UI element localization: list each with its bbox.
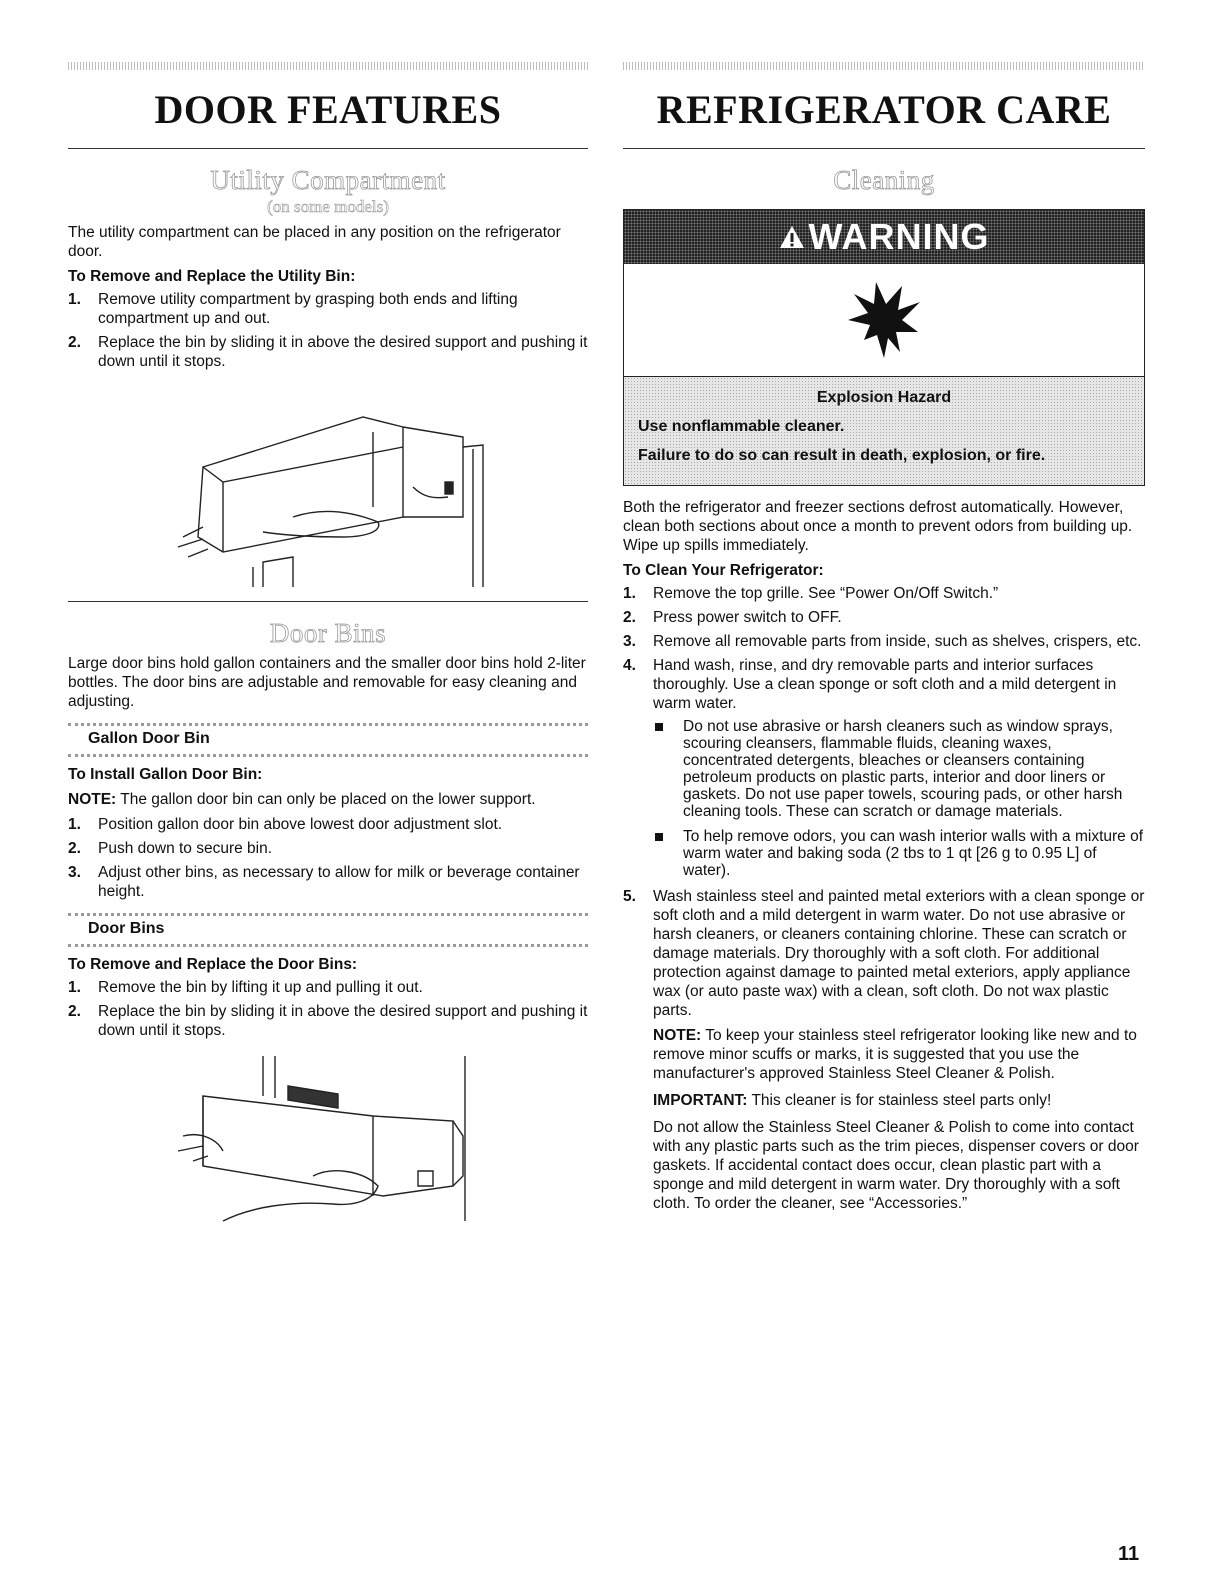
install-steps: [68, 815, 588, 901]
utility-bin-illustration: [163, 387, 493, 587]
list-item: 2. Press power switch to OFF.: [623, 609, 842, 626]
list-item: 2. Replace the bin by sliding it in above the desired support and pushing it down until it stops.: [68, 334, 588, 370]
warning-label: WARNING: [808, 216, 990, 257]
list-item: 3. Adjust other bins, as necessary to allow for milk or beverage container height.: [68, 864, 580, 900]
cleaning-bullets: [653, 718, 1145, 879]
utility-compartment-subheading: (on some models): [267, 197, 389, 216]
left-column: [68, 62, 588, 1226]
list-item: 1. Remove utility compartment by grasping both ends and lifting compartment up and out.: [68, 291, 518, 327]
final-paragraph: Do not allow the Stainless Steel Cleaner & Polish to come into contact with any plastic parts such as the trim pieces, dispenser covers or door gaskets. If accidental contact does occur, clean plastic part with a sponge and mild detergent in warm water. Dry thoroughly with a soft cloth. To order the cleaner, see “Accessories.”: [653, 1119, 1139, 1212]
warning-text: [624, 377, 1144, 485]
door-bin-illustration: [163, 1056, 493, 1226]
list-item: 2. Replace the bin by sliding it in above the desired support and pushing it down until it stops.: [68, 1003, 588, 1039]
warning-triangle-icon: [779, 225, 805, 249]
top-dotted-rule: [68, 62, 588, 70]
explosion-icon: [844, 280, 924, 360]
list-item: 1. Remove the bin by lifting it up and pulling it out.: [68, 979, 423, 996]
gallon-note: NOTE: The gallon door bin can only be placed on the lower support.: [68, 791, 536, 808]
list-item: 1. Remove the top grille. See “Power On/Off Switch.”: [623, 585, 999, 602]
remove-steps: [68, 978, 588, 1040]
door-features-title: DOOR FEATURES: [154, 87, 502, 132]
top-dotted-rule: [623, 62, 1145, 70]
list-item: 5. Wash stainless steel and painted metal exteriors with a clean sponge or soft cloth and a mild detergent in warm water. Do not use abrasive or harsh cleaners, or cleaners containing chlorine. These can scratch or damage materials. Dry thoroughly with a soft cloth. For additional protection against damage to painted metal exteriors, apply appliance wax (or auto paste wax) with a clean, soft cloth. Do not wax plastic parts.: [623, 888, 1145, 1019]
list-item: Do not use abrasive or harsh cleaners such as window sprays, scouring cleansers, flammable fluids, cleaning waxes, concentrated detergents, bleaches or cleansers containing petroleum products on plastic parts, interior and door liners or gaskets. Do not use paper towels, scouring pads, or other harsh cleaning tools. These can scratch or damage materials.: [653, 718, 1145, 820]
door-bins-intro: Large door bins hold gallon containers and the smaller door bins hold 2-liter bottles. The door bins are adjustable and removable for easy cleaning and adjusting.: [68, 655, 586, 710]
utility-remove-subhead: To Remove and Replace the Utility Bin:: [68, 268, 356, 285]
bullet-icon: [655, 723, 663, 731]
cleaning-intro: Both the refrigerator and freezer sections defrost automatically. However, clean both sections about once a month to prevent odors from building up. Wipe up spills immediately.: [623, 499, 1133, 554]
cleaning-steps: [623, 584, 1145, 713]
list-item: 1. Position gallon door bin above lowest door adjustment slot.: [68, 816, 503, 833]
utility-intro: The utility compartment can be placed in any position on the refrigerator door.: [68, 224, 561, 260]
title-rule: [623, 148, 1145, 149]
page-number: 11: [1118, 1543, 1140, 1565]
clean-refrigerator-subhead: To Clean Your Refrigerator:: [623, 562, 824, 579]
door-bins-heading: Door Bins: [269, 618, 387, 648]
warning-line-2: Failure to do so can result in death, explosion, or fire.: [638, 447, 1046, 464]
hazard-label: Explosion Hazard: [816, 389, 952, 406]
install-gallon-subhead: To Install Gallon Door Bin:: [68, 766, 263, 783]
list-item: 3. Remove all removable parts from inside, such as shelves, crispers, etc.: [623, 633, 1142, 650]
cleaning-step-5: [623, 887, 1145, 1020]
right-column: [623, 62, 1145, 1221]
section-rule: [68, 601, 588, 602]
title-rule: [68, 148, 588, 149]
list-item: 4. Hand wash, rinse, and dry removable parts and interior surfaces thoroughly. Use a clean sponge or soft cloth and a mild detergent in warm water.: [623, 657, 1117, 712]
list-item: 2. Push down to secure bin.: [68, 840, 273, 857]
warning-box: [623, 209, 1145, 486]
list-item: To help remove odors, you can wash interior walls with a mixture of warm water and baking soda (2 tbs to 1 qt [26 g to 0.95 L] of water).: [653, 828, 1145, 879]
remove-door-bins-subhead: To Remove and Replace the Door Bins:: [68, 956, 358, 973]
bullet-icon: [655, 833, 663, 841]
utility-steps: [68, 290, 588, 371]
warning-icon-area: [624, 264, 1144, 377]
warning-line-1: Use nonflammable cleaner.: [638, 418, 845, 435]
door-bins-band: Door Bins: [68, 913, 588, 947]
important-note: IMPORTANT: This cleaner is for stainless steel parts only!: [653, 1092, 1052, 1109]
refrigerator-care-title: REFRIGERATOR CARE: [656, 87, 1112, 132]
stainless-note: NOTE: To keep your stainless steel refrigerator looking like new and to remove minor scuffs or marks, it is suggested that you use the manufacturer's approved Stainless Steel Cleaner & Polish.: [653, 1027, 1137, 1082]
cleaning-heading: Cleaning: [833, 165, 935, 195]
gallon-door-bin-band: Gallon Door Bin: [68, 723, 588, 757]
warning-banner: [624, 210, 1144, 264]
utility-compartment-heading: Utility Compartment: [210, 165, 446, 195]
